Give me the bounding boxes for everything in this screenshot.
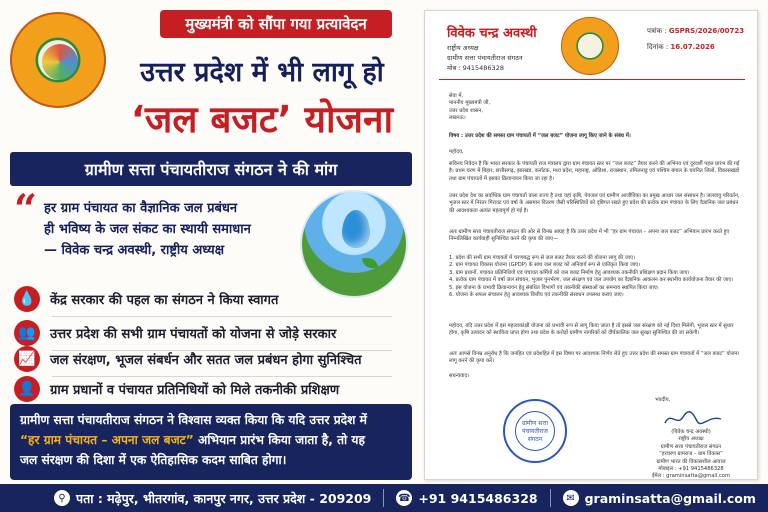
letter-points [449,255,741,299]
quote-line-1: हर ग्राम पंचायत का वैज्ञानिक जल प्रबंधन [44,201,238,216]
letter-paragraph-5: अतः आपसे विनम्र अनुरोध है कि जनहित एवं प्रदेशहित में इस विषय पर आवश्यक निर्णय लेते हुए उत्तर प्रदेश की समस्त ग्राम पंचायतों में “जल बजट” योजना लागू करने की कृपा करें। [449,351,739,365]
letter-point: 2. ग्राम पंचायत विकास योजना (GPDP) के साथ जल बजट को अनिवार्य रूप से एकीकृत किया जाए। [449,262,641,269]
letter-point: 3. ग्राम प्रधानों, पंचायत प्रतिनिधियों एवं पंचायत कर्मियों को जल बजट निर्माण हेतु आवश्यक तकनीकी प्रशिक्षण प्रदान किया जाए। [449,269,690,276]
ref-label: पत्रांक : [647,27,667,35]
recipient-line: उत्तर प्रदेश शासन, [449,107,483,114]
sig-line: राष्ट्रीय अध्यक्ष [678,436,704,443]
letterhead-logo [561,17,619,75]
letter-subject: विषय : उत्तर प्रदेश की समस्त ग्राम पंचायतों में “जल बजट” योजना लागू किए जाने के संबंध में। [449,133,631,139]
footer-email [563,490,756,506]
conclusion-line-2-rest: अभियान प्रारंभ किया जाता है, तो यह [193,433,365,447]
water-drop-illustration [300,190,408,298]
quote-line-2: ही भविष्य के जल संकट का स्थायी समाधान [44,222,251,237]
letter-document [424,10,758,480]
divider [52,316,392,317]
address-text: पता : मढ़ेपुर, भीतरगांव, कानपुर नगर, उत्तर प्रदेश - 209209 [76,490,372,506]
water-drop-icon [342,210,370,248]
title-line-2: ‘जल बजट’ योजना [130,98,394,141]
conclusion-line-2 [20,430,402,450]
signature [663,409,725,429]
recipient-line: लखनऊ। [449,115,466,122]
feature-item [14,284,414,314]
quote-mark-icon: “ [14,186,38,233]
letter-recipient [449,93,741,123]
sig-line: मोबाइल : +91 9415486328 [658,466,724,473]
conclusion-box [10,404,412,480]
demand-banner: ग्रामीण सत्ता पंचायतीराज संगठन ने की मांग [10,152,412,186]
quote-text [44,198,304,261]
letter-sender-mobile: मोब : 9415486328 [447,64,504,72]
seal-text: ग्रामीण सत्ता पंचायतीराज संगठन [515,411,555,451]
letter-ref [647,27,744,36]
quote-block [10,186,300,278]
footer-divider [383,489,384,507]
letterhead-divider [439,79,745,80]
sig-line: ग्रामीण सत्ता पंचायतीराज संगठन [660,443,722,450]
logo-emblem [42,44,78,80]
letter-sender-role: राष्ट्रीय अध्यक्ष [447,44,479,52]
recipient-line: माननीय मुख्यमंत्री जी, [449,100,491,107]
people-icon: 👥 [14,320,40,346]
letter-point: 4. प्रत्येक ग्राम पंचायत में वर्षा जल संचयन, भूजल पुनर्भरण, जल संरक्षण एवं जल उपयोग का वैज्ञानिक आकलन कर स्थानीय कार्ययोजना तैयार की जाए। [449,277,734,284]
conclusion-line-3: जल संरक्षण की दिशा में एक ऐतिहासिक कदम साबित होगा। [20,453,287,467]
feature-item [14,374,414,404]
letter-salutation: महोदय, [449,149,464,155]
sig-line: “हरचरण ग्रामराज – ग्राम विकास” [659,451,723,458]
chart-icon: 📈 [14,346,40,372]
campaign-highlight: “हर ग्राम पंचायत – अपना जल बजट” [20,433,194,447]
letter-point: 6. योजना के सफल संचालन हेतु आवश्यक वित्तीय एवं तकनीकी संसाधन उपलब्ध कराए जाएं। [449,292,624,299]
letter-paragraph-1: सविनय निवेदन है कि भारत सरकार के पंचायती राज मंत्रालय द्वारा ग्राम पंचायत स्तर पर “जल बजट” तैयार करने की अभिनव एवं दूरदर्शी पहल प्रारंभ की गई है। प्रथम चरण में बिहार, छत्तीसगढ़, झारखंड, कर्नाटक, मध्य प्रदेश, महाराष्ट्र, ओडिशा, राजस्थान, तमिलनाडु एवं पश्चिम बंगाल के चयनित जिलों, विकासखंडों तथा ग्राम पंचायतों में इसका क्रियान्वयन किया जा रहा है। [449,161,740,182]
letter-regards: सधन्यवाद। [449,373,470,379]
feature-item [14,344,414,374]
email-text[interactable]: graminsatta@gmail.com [584,490,756,506]
letter-sender-org: ग्रामीण सत्ता पंचायतीराज संगठन [447,54,523,62]
letter-date [647,43,715,52]
feature-text: ग्राम प्रधानों व पंचायत प्रतिनिधियों को मिले तकनीकी प्रशिक्षण [50,383,340,398]
quote-attribution: — विवेक चन्द्र अवस्थी, राष्ट्रीय अध्यक्ष [44,243,225,258]
feature-text: जल संरक्षण, भूजल संबर्धन और सतत जल प्रबंधन होगा सुनिश्चित [50,353,362,368]
contact-footer [0,484,768,512]
letter-paragraph-2: उत्तर प्रदेश देश का सर्वाधिक ग्राम पंचायतों वाला राज्य है तथा यहां कृषि, पेयजल एवं ग्रामीण आजीविका का प्रमुख आधार जल संसाधन है। जलवायु परिवर्तन, भूजल स्तर में निरंतर गिरावट एवं वर्षा के असमान वितरण जैसी परिस्थितियों को दृष्टिगत रखते हुए प्रदेश की प्रत्येक ग्राम पंचायत के लिए वैज्ञानिक जल प्रबंधन की आवश्यकता अत्यंत महत्वपूर्ण हो गई है। [449,193,740,214]
organization-logo [10,12,106,108]
feature-text: केंद्र सरकार की पहल का संगठन ने किया स्वागत [50,293,279,308]
recipient-line: सेवा में, [449,93,464,99]
training-icon: 👤 [14,376,40,402]
letter-sender-name: विवेक चन्द्र अवस्थी [447,26,537,41]
footer-address [54,490,371,507]
pill-heading: मुख्यमंत्री को सौंपा गया प्रत्यावेदन [160,10,392,38]
organization-seal [503,399,567,463]
sig-line: (विवेक चन्द्र अवस्थी) [671,429,711,435]
letter-point: 5. इस योजना के प्रभावी क्रियान्वयन हेतु संबंधित विभागों एवं तकनीकी संस्थाओं का समन्वय स्थापित किया जाए। [449,284,659,291]
footer-phone [396,490,537,506]
phone-text[interactable]: +91 9415486328 [418,490,538,506]
phone-icon: ☎ [396,490,412,506]
signature-block [631,429,751,481]
sprout-icon [362,258,378,268]
conclusion-line-1: ग्रामीण सत्ता पंचायतीराज संगठन ने विश्वास व्यक्त किया कि यदि उत्तर प्रदेश में [20,413,367,427]
footer-divider [550,489,551,507]
date-value: 16.07.2026 [670,43,715,51]
location-pin-icon: ⚲ [54,490,70,506]
letter-point: 1. प्रदेश की सभी ग्राम पंचायतों में चरणबद्ध रूप से जल बजट तैयार करने की योजना लागू की जाए। [449,255,635,261]
date-label: दिनांक : [647,43,669,51]
letter-paragraph-3: अतः ग्रामीण सत्ता पंचायतीराज संगठन की ओर से विनम्र आग्रह है कि उत्तर प्रदेश में भी “हर ग्राम पंचायत – अपना जल बजट” अभियान प्रारंभ करते हुए निम्नलिखित कार्यवाही सुनिश्चित करने की कृपा की जाए— [449,229,730,243]
letter-paragraph-4: महोदय, यदि उत्तर प्रदेश में इस महत्वाकांक्षी योजना को प्रभावी रूप से लागू किया जाता है तो इससे जल संरक्षण को नई दिशा मिलेगी, भूजल स्तर में सुधार होगा, कृषि उत्पादन को स्थायित्व प्राप्त होगा तथा प्रदेश के करोड़ों ग्रामीण नागरिकों को दीर्घकालिक जल सुरक्षा सुनिश्चित की जा सकेगी। [449,323,734,337]
title-line-1: उत्तर प्रदेश में भी लागू हो [140,57,384,88]
feature-text: उत्तर प्रदेश की सभी ग्राम पंचायतों को योजना से जोड़े सरकार [50,327,337,342]
ref-value: GSPRS/2026/00723 [668,27,745,35]
letter-closing: भवदीय, [655,397,671,403]
sig-line: ईमेल : graminsatta@gmail.com [651,473,731,480]
sig-line: ग्रामीण भारत की विकासशील आवाज [656,458,726,465]
email-icon: ✉ [563,490,579,506]
drop-icon: 💧 [14,286,40,312]
